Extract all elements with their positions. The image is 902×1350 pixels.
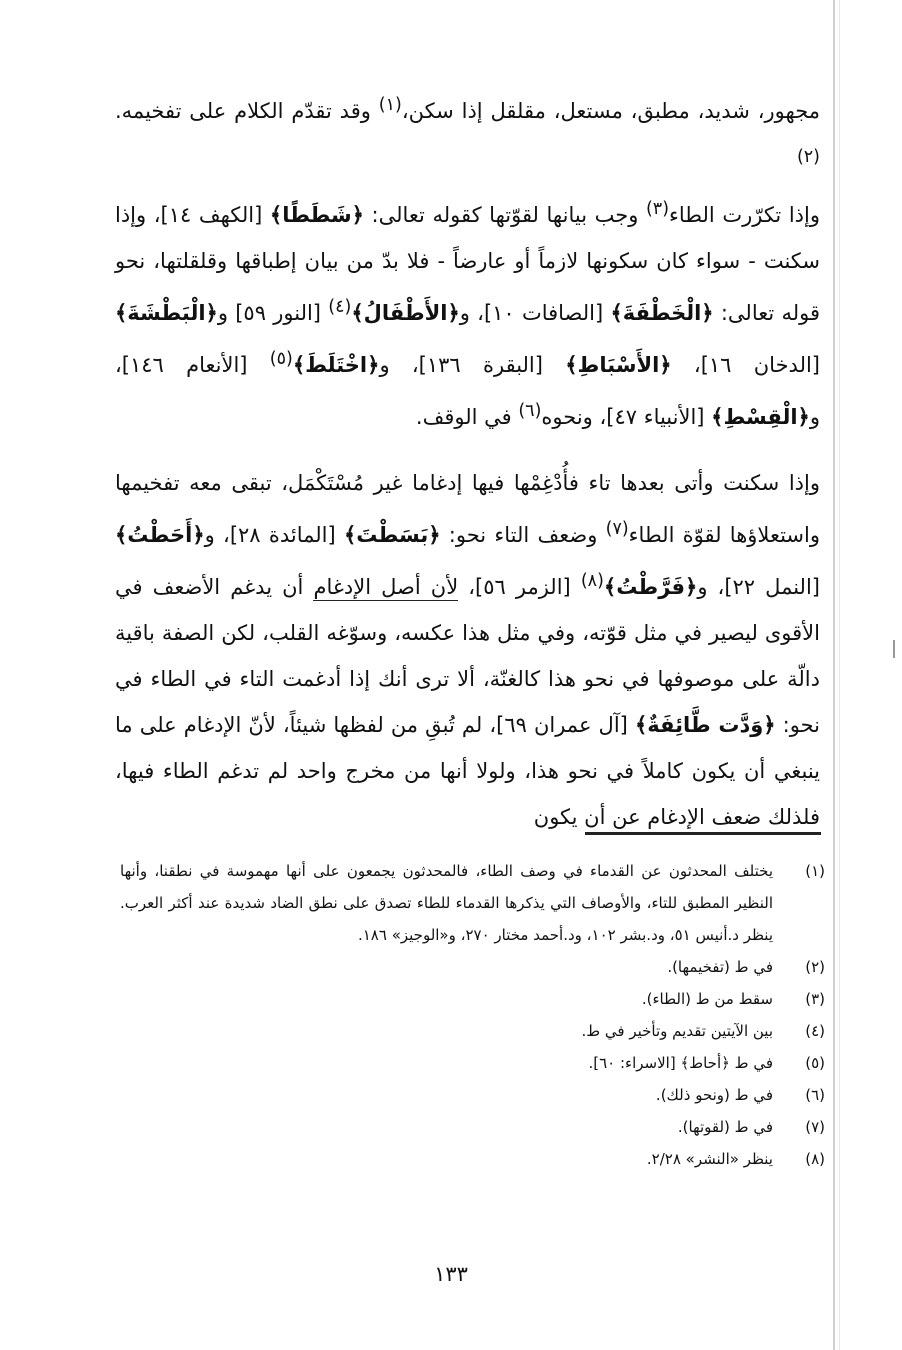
page-number: ١٣٣: [434, 1262, 468, 1286]
footnote-ref: (٥): [269, 349, 293, 369]
text-run: [الأنبياء ٤٧]، ونحوه: [541, 405, 712, 429]
footnote-ref: (٣): [645, 199, 670, 219]
footnote-ref: (٨): [580, 571, 604, 591]
footnote-number: (٢): [805, 958, 825, 976]
footnote: [120, 855, 825, 951]
footnote-number: (٣): [805, 990, 825, 1008]
quran-quote: ﴿شَطَطًا﴾: [269, 203, 364, 227]
footnotes: [120, 855, 825, 1175]
quran-quote: ﴿الْخَطْفَةَ﴾: [610, 301, 714, 325]
footnote-text: في ط ﴿أحاط﴾ [الاسراء: ٦٠].: [588, 1054, 773, 1072]
quran-quote: ﴿اخْتَلَطَ﴾: [292, 353, 380, 377]
footnote-ref: (٢): [796, 147, 820, 167]
quran-quote: ﴿الْبَطْشَةَ﴾: [115, 301, 218, 325]
footnote-ref: (١): [378, 95, 402, 115]
text-run: [آل عمران ٦٩]، لم تُبقِ من لفظها شيئاً، لأنّ الإدغام على ما ينبغي أن يكون كاملاً في نحو هذا، ولولا أنها من مخرج واحد لم تدغم الطاء فيها، فلذلك ضعف الإدغام عن أن يكون: [115, 713, 820, 829]
quran-quote: ﴿أَحَطْتُ﴾: [115, 523, 205, 547]
text-run: وإذا تكرّرت الطاء: [669, 203, 821, 227]
footnote: [120, 1143, 825, 1175]
underlined-phrase: لأن أصل الإدغام: [313, 575, 459, 599]
text-run: [الأنعام ١٤٦]، و: [115, 353, 820, 429]
footnote: [120, 983, 825, 1015]
footnote-number: (١): [805, 862, 825, 880]
text-run: [الكهف ١٤]، وإذا سكنت - سواء كان سكونها لازماً أو عارضاً - فلا بدّ من بيان إطباقها وقلقلتها، نحو قوله تعالى:: [115, 203, 820, 325]
quran-quote: ﴿الأَطْفَالُ﴾: [351, 301, 460, 325]
quran-quote: ﴿وَدَّت طَّائِفَةٌ﴾: [634, 713, 776, 737]
text-run: وجب بيانها لقوّتها كقوله تعالى:: [363, 203, 646, 227]
text-run: أن يدغم الأضعف في الأقوى ليصير في مثل قوّته، وفي مثل هذا عكسه، وسوّغه القلب، لكن الصفة باقية دالّة على موصوفها في نحو هذا كالغنّة، ألا ترى أنك إذا أدغمت التاء في الطاء في نحو:: [115, 575, 820, 737]
quran-quote: ﴿فَرَّطْتُ﴾: [603, 575, 698, 599]
text-run: [الزمر ٥٦]،: [458, 575, 581, 599]
footnote-text: يختلف المحدثون عن القدماء في وصف الطاء، فالمحدثون يجمعون على أنها مهموسة في نطقنا، وأنها النظير المطبق للتاء، والأوصاف التي يذكرها القدماء للطاء تصدق على نطق الضاد شديدة عند أكثر العرب. ينظر د.أنيس ٥١، ود.بشر ١٠٢، ود.أحمد مختار ٢٧٠، و«الوجيز» ١٨٦.: [120, 862, 773, 944]
footnote-number: (٦): [805, 1086, 825, 1104]
footnote-number: (٤): [805, 1022, 825, 1040]
text-run: [الصافات ١٠]، و: [459, 301, 611, 325]
text-run: [البقرة ١٣٦]، و: [379, 353, 566, 377]
paragraph-1: [115, 82, 820, 186]
quran-quote: ﴿الْقِسْطِ﴾: [711, 405, 810, 429]
quran-quote: ﴿بَسَطْتَ﴾: [343, 523, 441, 547]
footnote: [120, 1111, 825, 1143]
footnote-text: سقط من ط (الطاء).: [641, 990, 773, 1008]
text-run: [النور ٥٩] و: [217, 301, 329, 325]
footnote-text: بين الآيتين تقديم وتأخير في ط.: [581, 1022, 773, 1040]
paragraph-3: [115, 460, 820, 840]
text-run: في الوقف.: [415, 405, 519, 429]
footnote: [120, 951, 825, 983]
footnote-number: (٧): [805, 1118, 825, 1136]
text-run: [النمل ٢٢]، و: [697, 575, 820, 599]
text-run: وضعف التاء نحو:: [440, 523, 606, 547]
paragraph-2: [115, 186, 820, 440]
text-run: وإذا سكنت وأتى بعدها تاء فأُدْغِمْها فيها إدغاما غير مُسْتَكْمَل، تبقى معه تفخيمها واستعلاؤها لقوّة الطاء: [115, 471, 820, 547]
footnote: [120, 1015, 825, 1047]
footnote: [120, 1079, 825, 1111]
footnote-number: (٥): [805, 1054, 825, 1072]
footnote-ref: (٦): [518, 401, 542, 421]
scan-mark: [893, 640, 895, 658]
footnote-text: في ط (تفخيمها).: [667, 958, 773, 976]
footnote-text: ينظر «النشر» ٢/٢٨.: [646, 1150, 773, 1168]
footnote: [120, 1047, 825, 1079]
footnote-ref: (٧): [605, 519, 629, 539]
text-run: وقد تقدّم الكلام على تفخيمه.: [115, 99, 379, 123]
footnote-ref: (٤): [328, 297, 352, 317]
text-run: [المائدة ٢٨]، و: [204, 523, 344, 547]
scan-edge-line-secondary: [839, 0, 840, 1350]
footnote-text: في ط (لقوتها).: [677, 1118, 773, 1136]
text-run: [الدخان ١٦]،: [671, 353, 820, 377]
footnote-text: في ط (ونحو ذلك).: [655, 1086, 773, 1104]
scan-edge-line: [833, 0, 835, 1350]
footnote-separator: [585, 832, 821, 835]
footnote-number: (٨): [805, 1150, 825, 1168]
quran-quote: ﴿الأَسْبَاطِ﴾: [565, 353, 672, 377]
text-run: مجهور، شديد، مطبق، مستعل، مقلقل إذا سكن،: [401, 99, 820, 123]
